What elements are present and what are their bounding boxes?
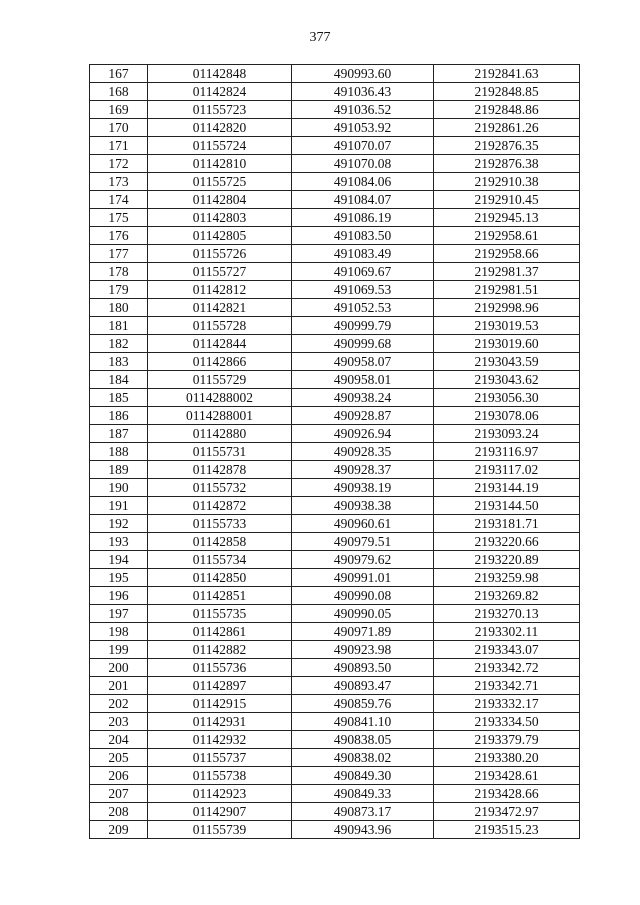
point-index-cell: 188 xyxy=(90,443,148,461)
table-row xyxy=(90,677,580,695)
table-row xyxy=(90,371,580,389)
y-coordinate-cell: 2193056.30 xyxy=(434,389,580,407)
coordinates-table xyxy=(89,64,580,839)
table-row xyxy=(90,641,580,659)
point-index-cell: 206 xyxy=(90,767,148,785)
x-coordinate-cell: 491052.53 xyxy=(292,299,434,317)
y-coordinate-cell: 2192958.66 xyxy=(434,245,580,263)
y-coordinate-cell: 2193116.97 xyxy=(434,443,580,461)
table-row xyxy=(90,173,580,191)
point-index-cell: 179 xyxy=(90,281,148,299)
point-id-cell: 01142861 xyxy=(148,623,292,641)
point-index-cell: 184 xyxy=(90,371,148,389)
point-index-cell: 168 xyxy=(90,83,148,101)
point-index-cell: 197 xyxy=(90,605,148,623)
x-coordinate-cell: 490999.68 xyxy=(292,335,434,353)
y-coordinate-cell: 2193334.50 xyxy=(434,713,580,731)
x-coordinate-cell: 491070.08 xyxy=(292,155,434,173)
point-index-cell: 200 xyxy=(90,659,148,677)
x-coordinate-cell: 490958.01 xyxy=(292,371,434,389)
table-row xyxy=(90,569,580,587)
y-coordinate-cell: 2193380.20 xyxy=(434,749,580,767)
point-index-cell: 174 xyxy=(90,191,148,209)
point-id-cell: 01142932 xyxy=(148,731,292,749)
table-row xyxy=(90,497,580,515)
x-coordinate-cell: 491036.52 xyxy=(292,101,434,119)
point-index-cell: 189 xyxy=(90,461,148,479)
x-coordinate-cell: 491069.53 xyxy=(292,281,434,299)
point-index-cell: 199 xyxy=(90,641,148,659)
y-coordinate-cell: 2193259.98 xyxy=(434,569,580,587)
y-coordinate-cell: 2192998.96 xyxy=(434,299,580,317)
point-index-cell: 195 xyxy=(90,569,148,587)
y-coordinate-cell: 2192876.35 xyxy=(434,137,580,155)
y-coordinate-cell: 2193220.66 xyxy=(434,533,580,551)
table-row xyxy=(90,461,580,479)
x-coordinate-cell: 490928.37 xyxy=(292,461,434,479)
y-coordinate-cell: 2193342.72 xyxy=(434,659,580,677)
point-index-cell: 181 xyxy=(90,317,148,335)
x-coordinate-cell: 490893.47 xyxy=(292,677,434,695)
table-row xyxy=(90,659,580,677)
point-id-cell: 01142844 xyxy=(148,335,292,353)
point-index-cell: 175 xyxy=(90,209,148,227)
point-index-cell: 190 xyxy=(90,479,148,497)
table-row xyxy=(90,785,580,803)
x-coordinate-cell: 490990.05 xyxy=(292,605,434,623)
table-row xyxy=(90,479,580,497)
x-coordinate-cell: 490971.89 xyxy=(292,623,434,641)
point-index-cell: 202 xyxy=(90,695,148,713)
point-index-cell: 207 xyxy=(90,785,148,803)
table-row xyxy=(90,749,580,767)
x-coordinate-cell: 491083.50 xyxy=(292,227,434,245)
point-index-cell: 178 xyxy=(90,263,148,281)
y-coordinate-cell: 2193043.62 xyxy=(434,371,580,389)
point-id-cell: 01142923 xyxy=(148,785,292,803)
point-id-cell: 01155727 xyxy=(148,263,292,281)
table-row xyxy=(90,263,580,281)
point-index-cell: 191 xyxy=(90,497,148,515)
x-coordinate-cell: 490928.35 xyxy=(292,443,434,461)
table-row xyxy=(90,209,580,227)
point-index-cell: 194 xyxy=(90,551,148,569)
table-row xyxy=(90,65,580,83)
point-index-cell: 205 xyxy=(90,749,148,767)
x-coordinate-cell: 490999.79 xyxy=(292,317,434,335)
y-coordinate-cell: 2193472.97 xyxy=(434,803,580,821)
x-coordinate-cell: 490990.08 xyxy=(292,587,434,605)
point-id-cell: 01142810 xyxy=(148,155,292,173)
point-index-cell: 204 xyxy=(90,731,148,749)
table-row xyxy=(90,227,580,245)
point-id-cell: 01142820 xyxy=(148,119,292,137)
x-coordinate-cell: 490859.76 xyxy=(292,695,434,713)
x-coordinate-cell: 491053.92 xyxy=(292,119,434,137)
point-id-cell: 01142880 xyxy=(148,425,292,443)
x-coordinate-cell: 490838.02 xyxy=(292,749,434,767)
table-row xyxy=(90,731,580,749)
y-coordinate-cell: 2193270.13 xyxy=(434,605,580,623)
point-index-cell: 170 xyxy=(90,119,148,137)
x-coordinate-cell: 490838.05 xyxy=(292,731,434,749)
point-index-cell: 176 xyxy=(90,227,148,245)
table-row xyxy=(90,155,580,173)
table-row xyxy=(90,533,580,551)
point-index-cell: 177 xyxy=(90,245,148,263)
x-coordinate-cell: 491083.49 xyxy=(292,245,434,263)
point-id-cell: 01155723 xyxy=(148,101,292,119)
x-coordinate-cell: 491084.06 xyxy=(292,173,434,191)
point-id-cell: 01155726 xyxy=(148,245,292,263)
point-index-cell: 182 xyxy=(90,335,148,353)
point-id-cell: 01142805 xyxy=(148,227,292,245)
x-coordinate-cell: 490928.87 xyxy=(292,407,434,425)
point-id-cell: 01142882 xyxy=(148,641,292,659)
y-coordinate-cell: 2192958.61 xyxy=(434,227,580,245)
y-coordinate-cell: 2193078.06 xyxy=(434,407,580,425)
y-coordinate-cell: 2192981.51 xyxy=(434,281,580,299)
y-coordinate-cell: 2193019.53 xyxy=(434,317,580,335)
point-id-cell: 01142804 xyxy=(148,191,292,209)
point-index-cell: 201 xyxy=(90,677,148,695)
x-coordinate-cell: 491069.67 xyxy=(292,263,434,281)
y-coordinate-cell: 2192848.86 xyxy=(434,101,580,119)
table-row xyxy=(90,389,580,407)
y-coordinate-cell: 2193302.11 xyxy=(434,623,580,641)
x-coordinate-cell: 490926.94 xyxy=(292,425,434,443)
point-index-cell: 187 xyxy=(90,425,148,443)
point-index-cell: 167 xyxy=(90,65,148,83)
x-coordinate-cell: 490923.98 xyxy=(292,641,434,659)
y-coordinate-cell: 2193428.66 xyxy=(434,785,580,803)
table-row xyxy=(90,623,580,641)
point-id-cell: 01142878 xyxy=(148,461,292,479)
y-coordinate-cell: 2193343.07 xyxy=(434,641,580,659)
y-coordinate-cell: 2193379.79 xyxy=(434,731,580,749)
point-index-cell: 208 xyxy=(90,803,148,821)
table-row xyxy=(90,821,580,839)
table-row xyxy=(90,119,580,137)
x-coordinate-cell: 490943.96 xyxy=(292,821,434,839)
x-coordinate-cell: 491086.19 xyxy=(292,209,434,227)
table-row xyxy=(90,407,580,425)
point-id-cell: 01142915 xyxy=(148,695,292,713)
point-id-cell: 01155739 xyxy=(148,821,292,839)
point-id-cell: 01142897 xyxy=(148,677,292,695)
table-row xyxy=(90,551,580,569)
y-coordinate-cell: 2192910.45 xyxy=(434,191,580,209)
point-id-cell: 01142803 xyxy=(148,209,292,227)
point-id-cell: 01155736 xyxy=(148,659,292,677)
page-number: 377 xyxy=(309,30,331,45)
y-coordinate-cell: 2193515.23 xyxy=(434,821,580,839)
point-index-cell: 171 xyxy=(90,137,148,155)
x-coordinate-cell: 490873.17 xyxy=(292,803,434,821)
table-row xyxy=(90,605,580,623)
x-coordinate-cell: 490893.50 xyxy=(292,659,434,677)
x-coordinate-cell: 490958.07 xyxy=(292,353,434,371)
point-index-cell: 183 xyxy=(90,353,148,371)
y-coordinate-cell: 2192848.85 xyxy=(434,83,580,101)
point-id-cell: 01142866 xyxy=(148,353,292,371)
table-row xyxy=(90,281,580,299)
x-coordinate-cell: 490938.38 xyxy=(292,497,434,515)
point-id-cell: 01142851 xyxy=(148,587,292,605)
table-row xyxy=(90,353,580,371)
table-row xyxy=(90,191,580,209)
point-index-cell: 209 xyxy=(90,821,148,839)
table-row xyxy=(90,695,580,713)
point-index-cell: 172 xyxy=(90,155,148,173)
y-coordinate-cell: 2193428.61 xyxy=(434,767,580,785)
x-coordinate-cell: 490849.33 xyxy=(292,785,434,803)
x-coordinate-cell: 490960.61 xyxy=(292,515,434,533)
point-id-cell: 01155732 xyxy=(148,479,292,497)
x-coordinate-cell: 490979.62 xyxy=(292,551,434,569)
point-id-cell: 01142858 xyxy=(148,533,292,551)
x-coordinate-cell: 490979.51 xyxy=(292,533,434,551)
table-row xyxy=(90,83,580,101)
y-coordinate-cell: 2193332.17 xyxy=(434,695,580,713)
table-row xyxy=(90,317,580,335)
y-coordinate-cell: 2193093.24 xyxy=(434,425,580,443)
x-coordinate-cell: 490938.24 xyxy=(292,389,434,407)
table-row xyxy=(90,101,580,119)
table-row xyxy=(90,767,580,785)
point-id-cell: 01155733 xyxy=(148,515,292,533)
table-row xyxy=(90,587,580,605)
x-coordinate-cell: 490938.19 xyxy=(292,479,434,497)
y-coordinate-cell: 2192981.37 xyxy=(434,263,580,281)
table-row xyxy=(90,137,580,155)
point-id-cell: 01155729 xyxy=(148,371,292,389)
point-index-cell: 180 xyxy=(90,299,148,317)
point-index-cell: 196 xyxy=(90,587,148,605)
point-id-cell: 01142872 xyxy=(148,497,292,515)
point-index-cell: 173 xyxy=(90,173,148,191)
point-id-cell: 01155738 xyxy=(148,767,292,785)
point-id-cell: 01142821 xyxy=(148,299,292,317)
point-id-cell: 01155731 xyxy=(148,443,292,461)
table-row xyxy=(90,425,580,443)
y-coordinate-cell: 2192945.13 xyxy=(434,209,580,227)
x-coordinate-cell: 491084.07 xyxy=(292,191,434,209)
point-id-cell: 01142812 xyxy=(148,281,292,299)
point-index-cell: 186 xyxy=(90,407,148,425)
point-id-cell: 01155725 xyxy=(148,173,292,191)
point-index-cell: 198 xyxy=(90,623,148,641)
point-index-cell: 185 xyxy=(90,389,148,407)
table-row xyxy=(90,335,580,353)
point-index-cell: 193 xyxy=(90,533,148,551)
y-coordinate-cell: 2192876.38 xyxy=(434,155,580,173)
y-coordinate-cell: 2193144.19 xyxy=(434,479,580,497)
x-coordinate-cell: 490841.10 xyxy=(292,713,434,731)
y-coordinate-cell: 2192841.63 xyxy=(434,65,580,83)
table-row xyxy=(90,515,580,533)
y-coordinate-cell: 2192861.26 xyxy=(434,119,580,137)
point-id-cell: 01142848 xyxy=(148,65,292,83)
point-id-cell: 01142850 xyxy=(148,569,292,587)
y-coordinate-cell: 2193019.60 xyxy=(434,335,580,353)
point-id-cell: 01155734 xyxy=(148,551,292,569)
point-id-cell: 01155724 xyxy=(148,137,292,155)
table-row xyxy=(90,245,580,263)
y-coordinate-cell: 2193220.89 xyxy=(434,551,580,569)
coordinates-table-body xyxy=(90,65,580,839)
y-coordinate-cell: 2193342.71 xyxy=(434,677,580,695)
point-id-cell: 01142931 xyxy=(148,713,292,731)
x-coordinate-cell: 490849.30 xyxy=(292,767,434,785)
point-id-cell: 01142824 xyxy=(148,83,292,101)
point-id-cell: 0114288001 xyxy=(148,407,292,425)
y-coordinate-cell: 2192910.38 xyxy=(434,173,580,191)
point-index-cell: 192 xyxy=(90,515,148,533)
point-id-cell: 01142907 xyxy=(148,803,292,821)
y-coordinate-cell: 2193181.71 xyxy=(434,515,580,533)
table-row xyxy=(90,803,580,821)
table-row xyxy=(90,713,580,731)
point-id-cell: 01155728 xyxy=(148,317,292,335)
point-id-cell: 0114288002 xyxy=(148,389,292,407)
table-row xyxy=(90,443,580,461)
x-coordinate-cell: 490993.60 xyxy=(292,65,434,83)
point-index-cell: 169 xyxy=(90,101,148,119)
y-coordinate-cell: 2193144.50 xyxy=(434,497,580,515)
x-coordinate-cell: 491036.43 xyxy=(292,83,434,101)
y-coordinate-cell: 2193117.02 xyxy=(434,461,580,479)
table-row xyxy=(90,299,580,317)
y-coordinate-cell: 2193269.82 xyxy=(434,587,580,605)
x-coordinate-cell: 491070.07 xyxy=(292,137,434,155)
point-id-cell: 01155737 xyxy=(148,749,292,767)
point-index-cell: 203 xyxy=(90,713,148,731)
y-coordinate-cell: 2193043.59 xyxy=(434,353,580,371)
point-id-cell: 01155735 xyxy=(148,605,292,623)
x-coordinate-cell: 490991.01 xyxy=(292,569,434,587)
